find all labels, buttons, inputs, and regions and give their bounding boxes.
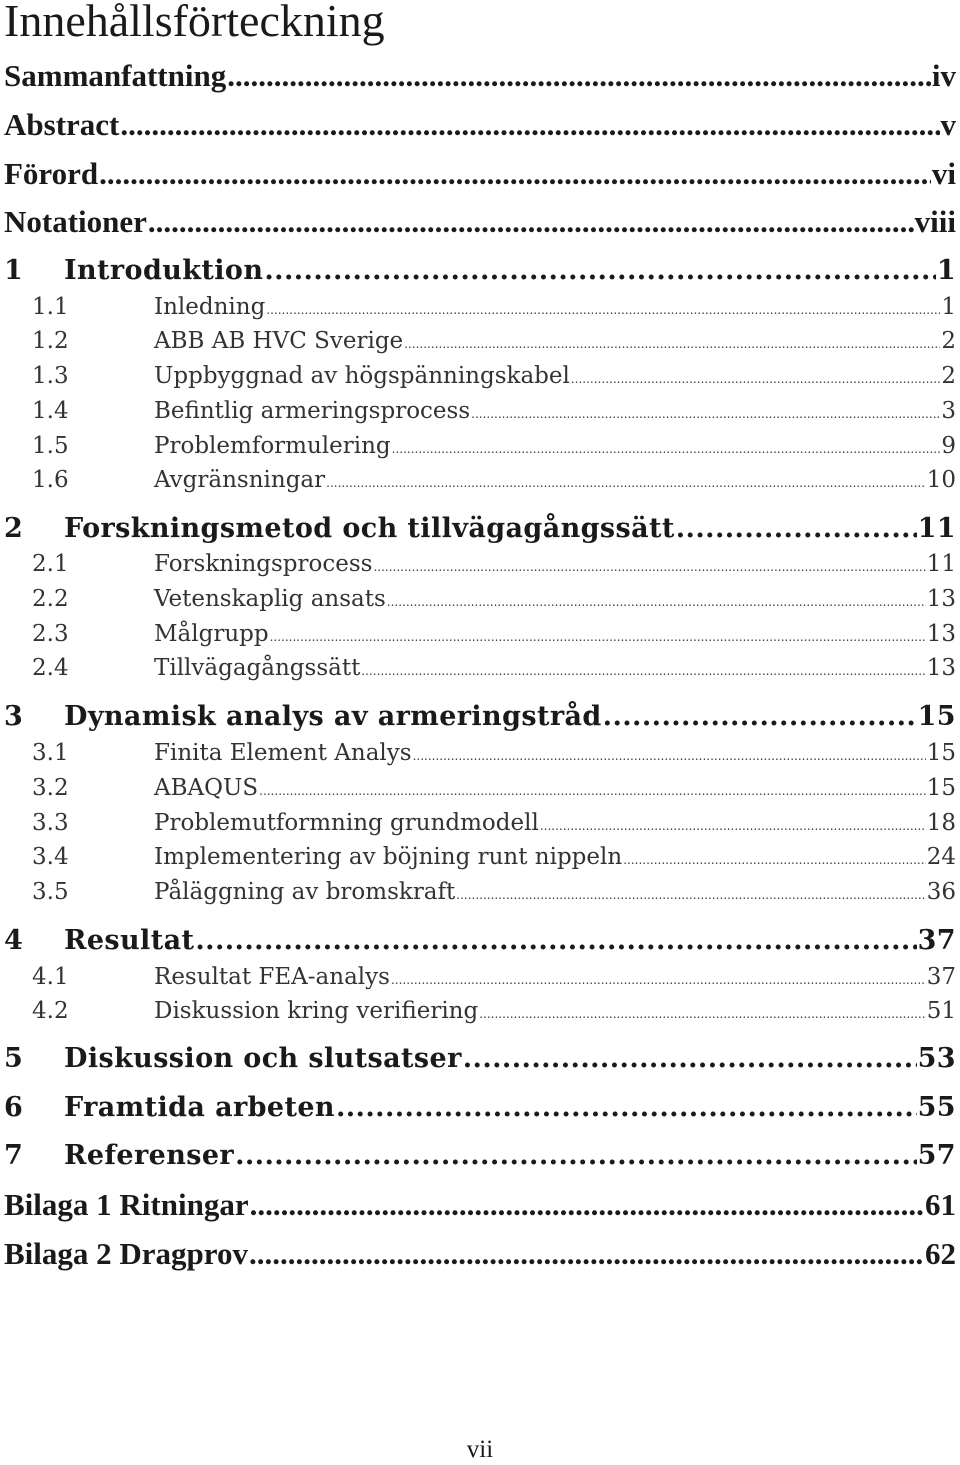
toc-entry-text: Bilaga 1 Ritningar	[4, 1187, 249, 1222]
toc-chapter-1[interactable]	[4, 255, 956, 286]
dot-leader	[259, 784, 926, 798]
toc-entry-page: 51	[926, 998, 956, 1024]
toc-entry-number: 1.2	[32, 328, 69, 354]
toc-appendix-1[interactable]	[4, 1187, 956, 1223]
dot-leader	[623, 853, 926, 867]
dot-leader	[266, 303, 940, 317]
dot-leader	[413, 749, 926, 763]
toc-entry-page: vi	[931, 156, 956, 191]
dot-leader	[270, 630, 926, 644]
toc-chapter-4[interactable]	[4, 925, 956, 956]
toc-entry-text: Uppbyggnad av högspänningskabel	[154, 363, 570, 389]
toc-section-3-1[interactable]	[4, 740, 956, 766]
toc-chapter-5[interactable]	[4, 1043, 956, 1074]
toc-entry-number: 2	[4, 513, 24, 544]
dot-leader	[456, 888, 925, 902]
toc-section-3-3[interactable]	[4, 810, 956, 836]
toc-entry-number: 3.2	[32, 775, 69, 801]
toc-entry-page: 15	[917, 701, 956, 732]
toc-entry-page: 9	[941, 433, 956, 459]
dot-leader	[120, 107, 939, 143]
toc-entry-page: 15	[926, 740, 956, 766]
toc-chapter-7[interactable]	[4, 1140, 956, 1171]
toc-entry-text: Förord	[4, 156, 99, 191]
toc-entry-page: 15	[926, 775, 956, 801]
toc-entry-page: 10	[926, 467, 956, 493]
toc-entry-number: 1.4	[32, 398, 69, 424]
toc-entry-number: 1.3	[32, 363, 69, 389]
toc-section-1-6[interactable]	[4, 467, 956, 493]
dot-leader	[676, 513, 917, 544]
toc-entry-page: 57	[917, 1140, 956, 1171]
dot-leader	[148, 204, 914, 240]
toc-entry-text: Abstract	[4, 107, 120, 142]
toc-entry-sammanfattning[interactable]	[4, 58, 956, 94]
toc-entry-text: ABB AB HVC Sverige	[154, 328, 404, 354]
toc-entry-text: Dynamisk analys av armeringstråd	[64, 701, 602, 732]
toc-entry-number: 4.1	[32, 964, 69, 990]
dot-leader	[250, 1187, 924, 1223]
toc-entry-abstract[interactable]	[4, 107, 956, 143]
toc-entry-number: 6	[4, 1092, 24, 1123]
toc-section-4-2[interactable]	[4, 998, 956, 1024]
toc-entry-page: v	[940, 107, 956, 142]
toc-entry-page: 13	[926, 586, 956, 612]
dot-leader	[471, 407, 940, 421]
toc-chapter-6[interactable]	[4, 1092, 956, 1123]
toc-entry-page: 3	[941, 398, 956, 424]
toc-entry-page: 62	[925, 1236, 956, 1271]
toc-entry-number: 1	[4, 255, 24, 286]
toc-entry-text: Avgränsningar	[154, 467, 326, 493]
dot-leader	[326, 476, 926, 490]
toc-section-4-1[interactable]	[4, 964, 956, 990]
toc-entry-page: 2	[941, 363, 956, 389]
dot-leader	[479, 1007, 926, 1021]
toc-entry-text: Inledning	[154, 294, 266, 320]
dot-leader	[392, 442, 941, 456]
toc-entry-page: 1	[941, 294, 956, 320]
dot-leader	[264, 255, 935, 286]
toc-section-2-4[interactable]	[4, 655, 956, 681]
toc-entry-notationer[interactable]	[4, 204, 956, 240]
toc-entry-text: Problemformulering	[154, 433, 391, 459]
dot-leader	[235, 1140, 917, 1171]
toc-entry-page: 18	[926, 810, 956, 836]
toc-entry-forord[interactable]	[4, 156, 956, 192]
toc-entry-text: Finita Element Analys	[154, 740, 412, 766]
toc-entry-number: 4.2	[32, 998, 69, 1024]
toc-entry-number: 7	[4, 1140, 24, 1171]
toc-section-2-2[interactable]	[4, 586, 956, 612]
toc-entry-text: Problemutformning grundmodell	[154, 810, 539, 836]
toc-section-1-5[interactable]	[4, 433, 956, 459]
toc-entry-text: Introduktion	[64, 255, 264, 286]
toc-entry-number: 3.3	[32, 810, 69, 836]
toc-entry-text: Påläggning av bromskraft	[154, 879, 456, 905]
toc-entry-text: Resultat FEA-analys	[154, 964, 390, 990]
toc-section-3-2[interactable]	[4, 775, 956, 801]
toc-entry-text: Implementering av böjning runt nippeln	[154, 844, 623, 870]
toc-entry-page: 11	[926, 551, 956, 577]
toc-entry-page: 53	[917, 1043, 956, 1074]
toc-entry-page: 2	[941, 328, 956, 354]
toc-entry-text: Resultat	[64, 925, 195, 956]
dot-leader	[195, 925, 916, 956]
dot-leader	[571, 372, 941, 386]
toc-entry-number: 1.5	[32, 433, 69, 459]
toc-entry-page: 13	[926, 621, 956, 647]
toc-entry-text: ABAQUS	[154, 775, 259, 801]
dot-leader	[373, 560, 925, 574]
toc-entry-page: viii	[914, 204, 956, 239]
toc-entry-number: 1.6	[32, 467, 69, 493]
toc-entry-number: 3.5	[32, 879, 69, 905]
toc-entry-text: Diskussion kring verifiering	[154, 998, 479, 1024]
toc-section-1-1[interactable]	[4, 294, 956, 320]
toc-entry-page: 55	[917, 1092, 956, 1123]
page-title: Innehållsförteckning	[4, 0, 385, 46]
toc-entry-text: Diskussion och slutsatser	[64, 1043, 462, 1074]
toc-section-2-3[interactable]	[4, 621, 956, 647]
toc-entry-text: Forskningsmetod och tillvägagångssätt	[64, 513, 675, 544]
page-number: vii	[466, 1436, 494, 1463]
dot-leader	[249, 1236, 924, 1272]
toc-entry-number: 3	[4, 701, 24, 732]
toc-entry-text: Befintlig armeringsprocess	[154, 398, 471, 424]
toc-section-3-4[interactable]	[4, 844, 956, 870]
toc-entry-number: 4	[4, 925, 24, 956]
toc-entry-text: Referenser	[64, 1140, 235, 1171]
dot-leader	[361, 664, 925, 678]
toc-section-3-5[interactable]	[4, 879, 956, 905]
toc-entry-page: 61	[925, 1187, 956, 1222]
dot-leader	[99, 156, 931, 192]
toc-entry-text: Framtida arbeten	[64, 1092, 335, 1123]
dot-leader	[404, 337, 940, 351]
toc-entry-text: Sammanfattning	[4, 58, 227, 93]
dot-leader	[463, 1043, 917, 1074]
toc-entry-number: 3.1	[32, 740, 69, 766]
toc-entry-page: 24	[926, 844, 956, 870]
toc-entry-number: 2.2	[32, 586, 69, 612]
toc-chapter-2[interactable]	[4, 513, 956, 544]
toc-entry-text: Forskningsprocess	[154, 551, 373, 577]
toc-entry-page: 37	[926, 964, 956, 990]
toc-entry-page: 1	[936, 255, 956, 286]
toc-chapter-3[interactable]	[4, 701, 956, 732]
toc-section-1-4[interactable]	[4, 398, 956, 424]
toc-entry-number: 5	[4, 1043, 24, 1074]
toc-entry-page: 11	[917, 513, 956, 544]
toc-entry-page: iv	[931, 58, 956, 93]
toc-entry-text: Notationer	[4, 204, 147, 239]
toc-entry-number: 3.4	[32, 844, 69, 870]
dot-leader	[391, 973, 926, 987]
toc-entry-page: 36	[926, 879, 956, 905]
toc-appendix-2[interactable]	[4, 1236, 956, 1272]
dot-leader	[336, 1092, 917, 1123]
toc-entry-number: 1.1	[32, 294, 69, 320]
toc-entry-number: 2.3	[32, 621, 69, 647]
toc-entry-page: 37	[917, 925, 956, 956]
toc-entry-text: Vetenskaplig ansats	[154, 586, 386, 612]
toc-entry-number: 2.4	[32, 655, 69, 681]
dot-leader	[603, 701, 917, 732]
toc-section-1-2[interactable]	[4, 328, 956, 354]
toc-section-1-3[interactable]	[4, 363, 956, 389]
toc-entry-text: Bilaga 2 Dragprov	[4, 1236, 248, 1271]
toc-entry-page: 13	[926, 655, 956, 681]
toc-entry-text: Tillvägagångssätt	[154, 655, 361, 681]
dot-leader	[387, 595, 926, 609]
dot-leader	[540, 819, 926, 833]
dot-leader	[227, 58, 931, 94]
toc-section-2-1[interactable]	[4, 551, 956, 577]
toc-entry-text: Målgrupp	[154, 621, 269, 647]
toc-entry-number: 2.1	[32, 551, 69, 577]
